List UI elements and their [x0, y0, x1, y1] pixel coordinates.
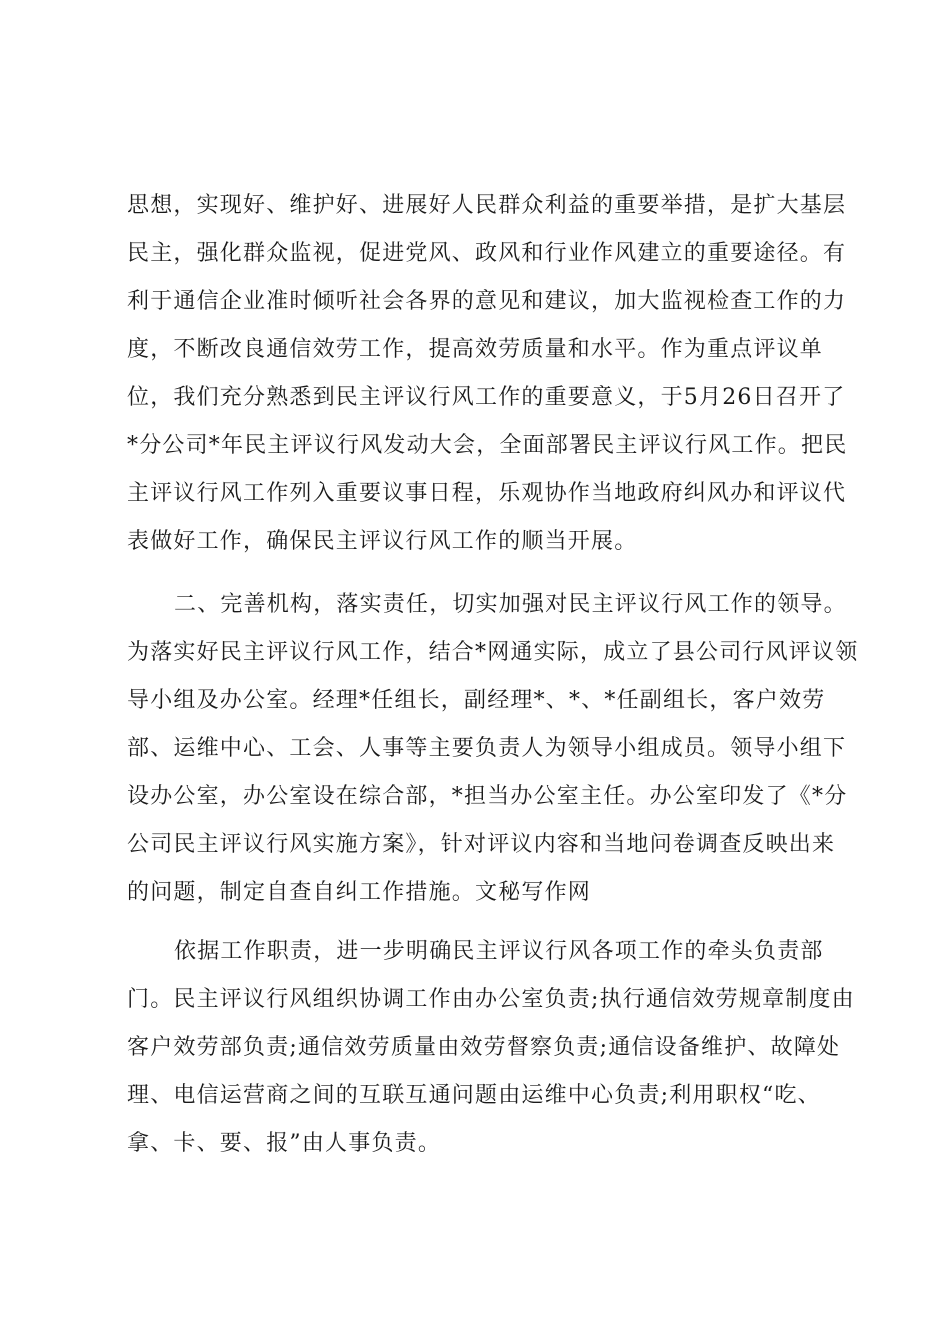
paragraph-line: 为落实好民主评议行风工作，结合*网通实际，成立了县公司行风评议领 — [127, 640, 859, 665]
paragraph-line: 公司民主评议行风实施方案》，针对评议内容和当地问卷调查反映出来 — [127, 832, 836, 857]
paragraph-line: 拿、卡、要、报”由人事负责。 — [127, 1131, 442, 1156]
paragraph-1 — [127, 182, 848, 566]
paragraph-line: 的问题，制定自查自纠工作措施。文秘写作网 — [127, 880, 592, 905]
paragraph-line: 民主，强化群众监视，促进党风、政风和行业作风建立的重要途径。有 — [127, 241, 847, 266]
paragraph-line: 导小组及办公室。经理*任组长，副经理*、*、*任副组长，客户效劳 — [127, 688, 826, 713]
paragraph-2 — [127, 581, 859, 917]
paragraph-line: 部、运维中心、工会、人事等主要负责人为领导小组成员。领导小组下 — [127, 736, 847, 761]
paragraph-line: 客户效劳部负责;通信效劳质量由效劳督察负责;通信设备维护、故障处 — [127, 1035, 841, 1060]
paragraph-line: 设办公室，办公室设在综合部，*担当办公室主任。办公室印发了《*分 — [127, 784, 848, 809]
paragraph-line: 思想，实现好、维护好、进展好人民群众利益的重要举措，是扩大基层 — [127, 193, 847, 218]
paragraph-line: 理、电信运营商之间的互联互通问题由运维中心负责;利用职权“吃、 — [127, 1083, 821, 1108]
paragraph-line: 度，不断改良通信效劳工作，提高效劳质量和水平。作为重点评议单 — [127, 337, 824, 362]
paragraph-3 — [127, 928, 855, 1168]
paragraph-line: 主评议行风工作列入重要议事日程，乐观协作当地政府纠风办和评议代 — [127, 481, 847, 506]
paragraph-line: 表做好工作，确保民主评议行风工作的顺当开展。 — [127, 529, 638, 554]
paragraph-line: 门。民主评议行风组织协调工作由办公室负责;执行通信效劳规章制度由 — [127, 987, 855, 1012]
paragraph-line: 利于通信企业准时倾听社会各界的意见和建议，加大监视检查工作的力 — [127, 289, 847, 314]
paragraph-line: *分公司*年民主评议行风发动大会，全面部署民主评议行风工作。把民 — [127, 433, 848, 458]
paragraph-line: 二、完善机构，落实责任，切实加强对民主评议行风工作的领导。 — [174, 592, 847, 617]
paragraph-line: 依据工作职责，进一步明确民主评议行风各项工作的牵头负责部 — [174, 939, 824, 964]
paragraph-line: 位，我们充分熟悉到民主评议行风工作的重要意义，于5月26日召开了 — [127, 385, 846, 410]
